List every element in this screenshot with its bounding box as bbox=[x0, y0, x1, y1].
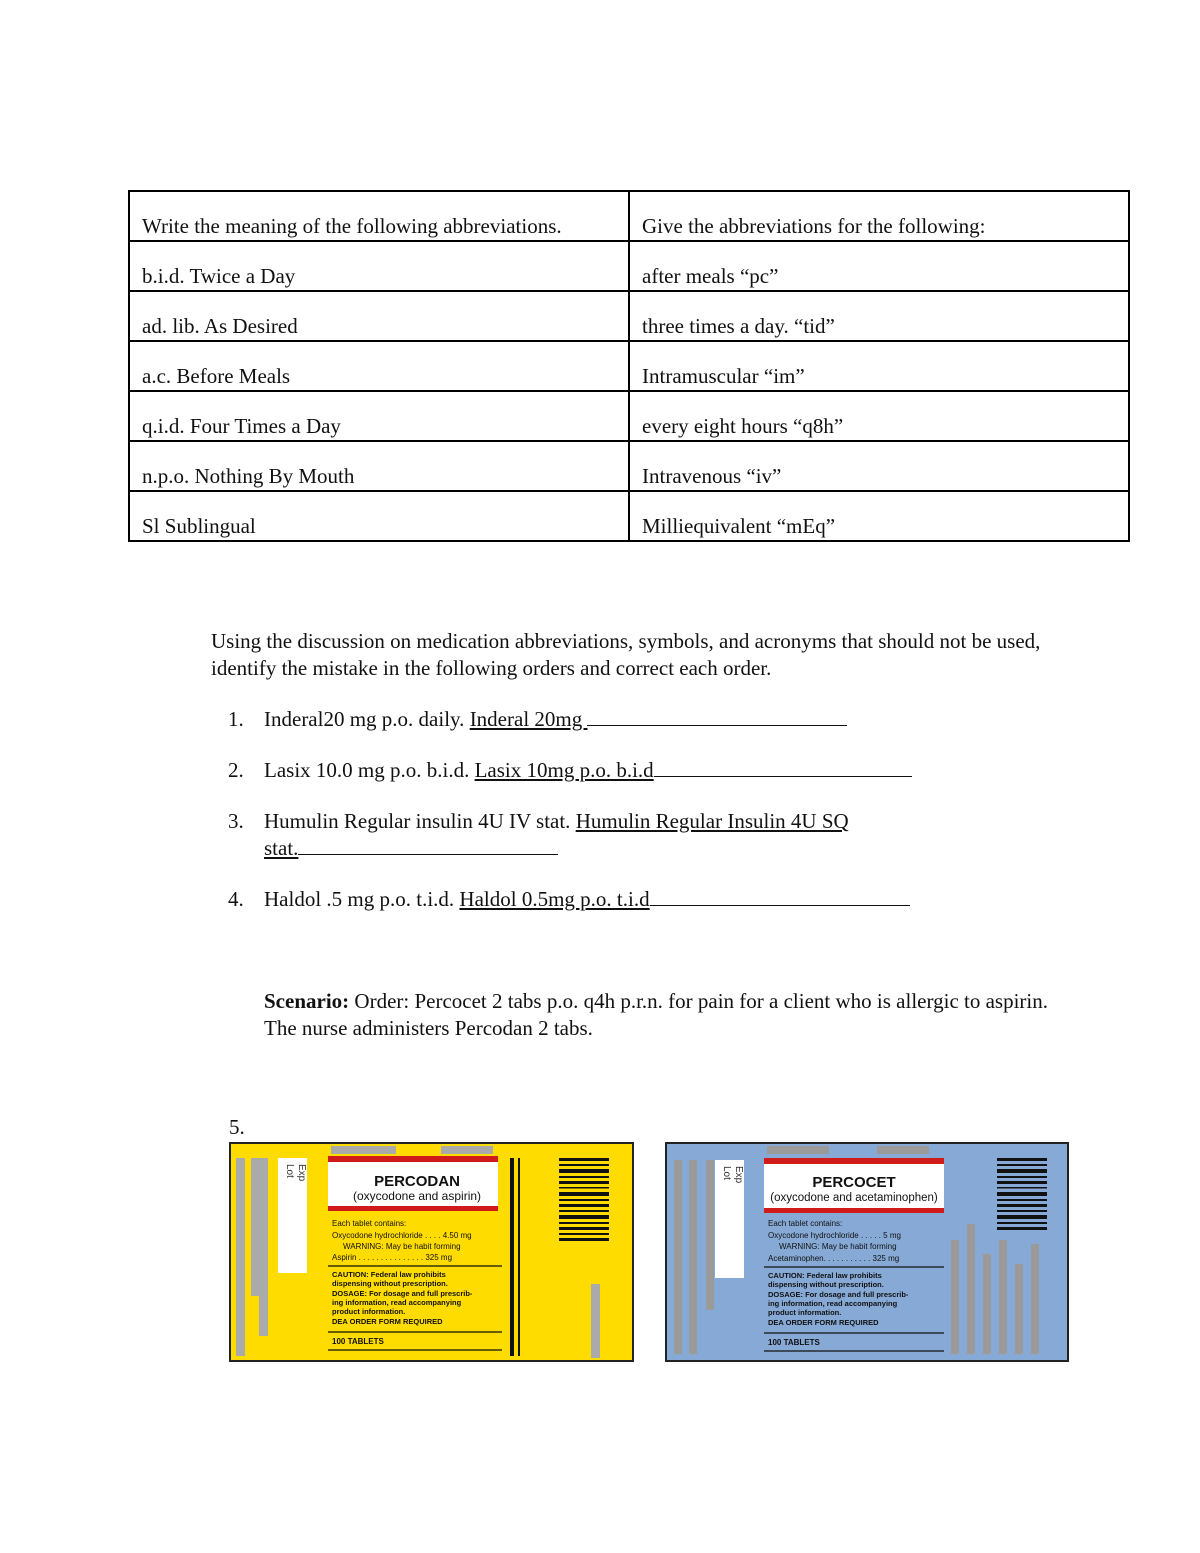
order-item-4: 4. Haldol .5 mg p.o. t.i.d. Haldol 0.5mg p.o. t.i.d bbox=[228, 886, 910, 913]
answer-blank bbox=[298, 853, 558, 855]
red-stripe-bottom bbox=[764, 1208, 944, 1213]
table-row bbox=[129, 491, 1129, 541]
ingredient-line-2: Aspirin . . . . . . . . . . . . . . . 325 mg bbox=[332, 1253, 453, 1262]
table-row bbox=[129, 441, 1129, 491]
svg-text:dispensing without prescriptio: dispensing without prescription. bbox=[768, 1280, 884, 1289]
svg-text:ing information, read accompan: ing information, read accompanying bbox=[332, 1298, 462, 1307]
ingredient-line-2: Acetaminophen. . . . . . . . . . . 325 mg bbox=[768, 1254, 900, 1263]
drug-name: PERCODAN bbox=[374, 1173, 460, 1190]
table-cell: Milliequivalent “mEq” bbox=[629, 491, 1129, 541]
ingredient-line-1: Oxycodone hydrochloride . . . . . 5 mg bbox=[768, 1231, 901, 1240]
table-cell: three times a day. “tid” bbox=[629, 291, 1129, 341]
order-item-2: 2. Lasix 10.0 mg p.o. b.i.d. Lasix 10mg p.o. b.i.d bbox=[228, 757, 912, 784]
instructions-paragraph: Using the discussion on medication abbreviations, symbols, and acronyms that should not be used, identify the mistake in the following orders and correct each order. bbox=[211, 629, 1041, 680]
scenario-label: Scenario: bbox=[264, 989, 350, 1013]
abbreviations-table bbox=[128, 190, 1130, 542]
table-row bbox=[129, 341, 1129, 391]
svg-text:DOSAGE: For dosage and full pr: DOSAGE: For dosage and full prescrib- bbox=[332, 1289, 473, 1298]
order-item-1: 1. Inderal20 mg p.o. daily. Inderal 20mg bbox=[228, 706, 847, 733]
scenario-paragraph: Scenario: Order: Percocet 2 tabs p.o. q4h p.r.n. for pain for a client who is allergic to aspirin. The nurse administers Percodan 2 tabs. bbox=[264, 989, 1049, 1040]
tablet-count: 100 TABLETS bbox=[768, 1338, 820, 1347]
red-stripe-top bbox=[764, 1158, 944, 1164]
warning-text: WARNING: May be habit forming bbox=[779, 1242, 897, 1251]
drug-subtitle: (oxycodone and acetaminophen) bbox=[770, 1192, 938, 1204]
ingredient-line-1: Oxycodone hydrochloride . . . . 4.50 mg bbox=[332, 1231, 472, 1240]
svg-text:CAUTION: Federal law prohibits: CAUTION: Federal law prohibits bbox=[768, 1271, 882, 1280]
answer-text-continued: stat. bbox=[264, 836, 299, 860]
svg-text:DOSAGE: For dosage and full pr: DOSAGE: For dosage and full prescrib- bbox=[768, 1290, 909, 1299]
answer-text: Inderal 20mg bbox=[469, 707, 588, 731]
table-header-row bbox=[129, 191, 1129, 241]
item-number-5: 5. bbox=[229, 1115, 245, 1139]
table-cell: q.i.d. Four Times a Day bbox=[129, 391, 629, 441]
table-row bbox=[129, 241, 1129, 291]
svg-text:DEA ORDER FORM REQUIRED: DEA ORDER FORM REQUIRED bbox=[768, 1318, 879, 1327]
drug-name: PERCOCET bbox=[812, 1174, 896, 1191]
warning-text: WARNING: May be habit forming bbox=[343, 1242, 461, 1251]
answer-text: Humulin Regular Insulin 4U SQ bbox=[575, 809, 849, 833]
percodan-label bbox=[229, 1142, 634, 1362]
contains-text: Each tablet contains: bbox=[768, 1219, 843, 1228]
contains-text: Each tablet contains: bbox=[332, 1219, 407, 1228]
barcode bbox=[997, 1158, 1047, 1230]
svg-text:DEA ORDER FORM REQUIRED: DEA ORDER FORM REQUIRED bbox=[332, 1317, 443, 1326]
red-stripe-top bbox=[328, 1156, 498, 1162]
table-cell: after meals “pc” bbox=[629, 241, 1129, 291]
red-stripe-bottom bbox=[328, 1206, 498, 1211]
table-cell: a.c. Before Meals bbox=[129, 341, 629, 391]
lot-text: Lot bbox=[284, 1164, 295, 1178]
table-cell: Sl Sublingual bbox=[129, 491, 629, 541]
table-cell: Give the abbreviations for the following: bbox=[629, 191, 1129, 241]
exp-text: Exp bbox=[733, 1166, 744, 1184]
table-row bbox=[129, 291, 1129, 341]
lot-text: Lot bbox=[721, 1166, 732, 1180]
answer-text: Haldol 0.5mg p.o. t.i.d bbox=[459, 887, 650, 911]
table-cell: every eight hours “q8h” bbox=[629, 391, 1129, 441]
table-cell: n.p.o. Nothing By Mouth bbox=[129, 441, 629, 491]
table-cell: Write the meaning of the following abbreviations. bbox=[129, 191, 629, 241]
svg-text:dispensing without prescriptio: dispensing without prescription. bbox=[332, 1279, 448, 1288]
percocet-label bbox=[665, 1142, 1069, 1362]
percodan-label-art bbox=[231, 1144, 632, 1360]
svg-text:CAUTION: Federal law prohibits: CAUTION: Federal law prohibits bbox=[332, 1270, 446, 1279]
table-row bbox=[129, 391, 1129, 441]
answer-blank bbox=[587, 724, 847, 726]
table-cell: Intravenous “iv” bbox=[629, 441, 1129, 491]
tablet-count: 100 TABLETS bbox=[332, 1337, 384, 1346]
svg-text:product information.: product information. bbox=[332, 1307, 406, 1316]
order-item-3: 3. Humulin Regular insulin 4U IV stat. Humulin Regular Insulin 4U SQ stat. bbox=[228, 809, 849, 860]
answer-text: Lasix 10mg p.o. b.i.d bbox=[474, 758, 654, 782]
table-cell: b.i.d. Twice a Day bbox=[129, 241, 629, 291]
drug-subtitle: (oxycodone and aspirin) bbox=[352, 1189, 482, 1203]
percocet-label-art bbox=[667, 1144, 1067, 1360]
answer-blank bbox=[654, 775, 912, 777]
exp-text: Exp bbox=[296, 1164, 307, 1182]
svg-text:product information.: product information. bbox=[768, 1308, 842, 1317]
barcode bbox=[559, 1158, 609, 1241]
table-cell: ad. lib. As Desired bbox=[129, 291, 629, 341]
svg-text:ing information, read accompan: ing information, read accompanying bbox=[768, 1299, 898, 1308]
table-cell: Intramuscular “im” bbox=[629, 341, 1129, 391]
answer-blank bbox=[650, 904, 910, 906]
